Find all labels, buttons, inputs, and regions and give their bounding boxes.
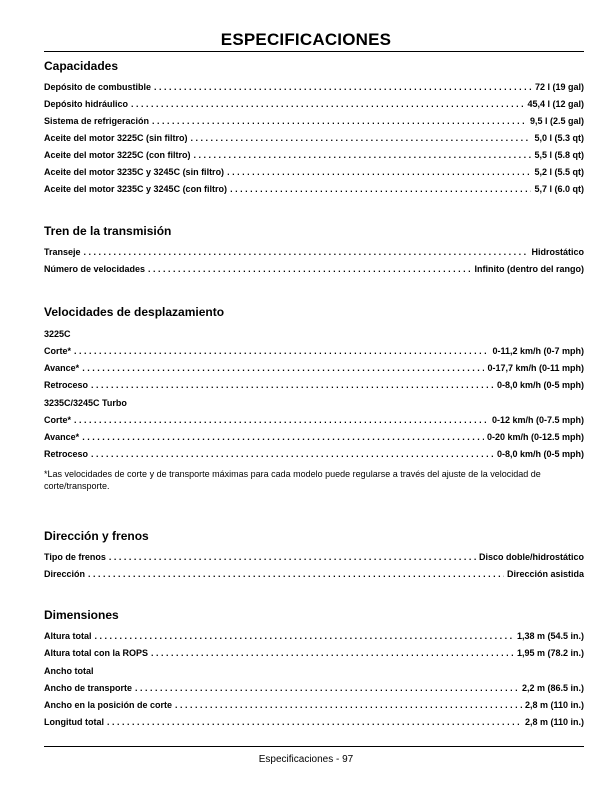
dot-leader bbox=[194, 147, 532, 164]
spec-value: 0-17,7 km/h (0-11 mph) bbox=[487, 363, 584, 373]
spec-value: Dirección asistida bbox=[506, 569, 584, 579]
spec-label: Altura total bbox=[44, 631, 92, 641]
spec-label: Depósito de combustible bbox=[44, 82, 152, 92]
dot-leader bbox=[91, 446, 494, 463]
spec-row bbox=[44, 714, 584, 731]
model-subheading: 3225C bbox=[44, 329, 71, 339]
spec-label: Sistema de refrigeración bbox=[44, 116, 150, 126]
dot-leader bbox=[227, 164, 531, 181]
spec-value: 5,5 l (5.8 qt) bbox=[534, 150, 584, 160]
spec-row bbox=[44, 113, 584, 130]
section-heading: Tren de la transmisión bbox=[44, 224, 172, 238]
dot-leader bbox=[151, 645, 514, 662]
spec-value: 5,0 l (5.3 qt) bbox=[534, 133, 584, 143]
spec-list bbox=[44, 549, 584, 583]
dot-leader bbox=[154, 79, 532, 96]
spec-label: Transeje bbox=[44, 247, 81, 257]
spec-label: Tipo de frenos bbox=[44, 552, 106, 562]
section-heading: Capacidades bbox=[44, 59, 119, 73]
dot-leader bbox=[74, 343, 489, 360]
section-dimensiones bbox=[44, 607, 584, 731]
spec-label: Altura total con la ROPS bbox=[44, 648, 149, 658]
section-heading: Dirección y frenos bbox=[44, 529, 149, 543]
spec-label: Número de velocidades bbox=[44, 264, 146, 274]
dot-leader bbox=[152, 113, 527, 130]
spec-row bbox=[44, 130, 584, 147]
dot-leader bbox=[230, 181, 531, 198]
dot-leader bbox=[148, 261, 471, 278]
spec-row bbox=[44, 377, 584, 394]
spec-value: 5,2 l (5.5 qt) bbox=[534, 167, 584, 177]
spec-label: Avance* bbox=[44, 363, 80, 373]
spec-row bbox=[44, 147, 584, 164]
spec-value: 2,8 m (110 in.) bbox=[524, 700, 584, 710]
dimension-subheading: Ancho total bbox=[44, 666, 94, 676]
spec-label: Aceite del motor 3225C (con filtro) bbox=[44, 150, 191, 160]
spec-label: Longitud total bbox=[44, 717, 104, 727]
spec-value: 0-12 km/h (0-7.5 mph) bbox=[491, 415, 584, 425]
spec-row bbox=[44, 697, 584, 714]
model-subheading: 3235C/3245C Turbo bbox=[44, 398, 127, 408]
dot-leader bbox=[95, 628, 514, 645]
spec-row bbox=[44, 261, 584, 278]
spec-row bbox=[44, 343, 584, 360]
spec-label: Corte* bbox=[44, 415, 72, 425]
spec-list bbox=[44, 343, 584, 394]
spec-value: 1,95 m (78.2 in.) bbox=[516, 648, 584, 658]
dot-leader bbox=[109, 549, 476, 566]
spec-list bbox=[44, 79, 584, 198]
spec-list bbox=[44, 680, 584, 731]
spec-value: 5,7 l (6.0 qt) bbox=[534, 184, 584, 194]
dot-leader bbox=[131, 96, 524, 113]
spec-row bbox=[44, 566, 584, 583]
spec-value: 9,5 l (2.5 gal) bbox=[529, 116, 584, 126]
title-rule bbox=[44, 51, 584, 52]
spec-row bbox=[44, 360, 584, 377]
spec-label: Aceite del motor 3225C (sin filtro) bbox=[44, 133, 188, 143]
spec-list bbox=[44, 244, 584, 278]
spec-row bbox=[44, 429, 584, 446]
dot-leader bbox=[135, 680, 519, 697]
section-heading: Velocidades de desplazamiento bbox=[44, 305, 225, 319]
spec-row bbox=[44, 628, 584, 645]
spec-label: Dirección bbox=[44, 569, 86, 579]
spec-label: Avance* bbox=[44, 432, 80, 442]
speed-note: *Las velocidades de corte y de transporte máximas para cada modelo puede regularse a través del ajuste de la velocidad de corte/transporte. bbox=[44, 469, 541, 491]
section-transmision bbox=[44, 223, 584, 278]
spec-value: Disco doble/hidrostático bbox=[478, 552, 584, 562]
page-title: ESPECIFICACIONES bbox=[220, 30, 392, 49]
spec-label: Aceite del motor 3235C y 3245C (sin filtro) bbox=[44, 167, 225, 177]
spec-row bbox=[44, 412, 584, 429]
spec-value: 45,4 l (12 gal) bbox=[527, 99, 584, 109]
spec-label: Retroceso bbox=[44, 449, 89, 459]
spec-row bbox=[44, 446, 584, 463]
spec-value: 0-8,0 km/h (0-5 mph) bbox=[496, 449, 584, 459]
dot-leader bbox=[107, 714, 522, 731]
footer-rule bbox=[44, 746, 584, 747]
spec-row bbox=[44, 645, 584, 662]
spec-label: Retroceso bbox=[44, 380, 89, 390]
spec-value: Infinito (dentro del rango) bbox=[474, 264, 584, 274]
spec-value: 0-20 km/h (0-12.5 mph) bbox=[486, 432, 584, 442]
spec-row bbox=[44, 244, 584, 261]
spec-row bbox=[44, 96, 584, 113]
section-velocidades bbox=[44, 304, 584, 492]
spec-value: 72 l (19 gal) bbox=[534, 82, 584, 92]
dot-leader bbox=[84, 244, 529, 261]
spec-list bbox=[44, 412, 584, 463]
section-direccion bbox=[44, 528, 584, 583]
spec-row bbox=[44, 79, 584, 96]
spec-row bbox=[44, 549, 584, 566]
page-footer: Especificaciones - 97 bbox=[258, 754, 354, 765]
dot-leader bbox=[191, 130, 532, 147]
spec-label: Corte* bbox=[44, 346, 72, 356]
spec-label: Ancho de transporte bbox=[44, 683, 133, 693]
spec-label: Depósito hidráulico bbox=[44, 99, 129, 109]
spec-row bbox=[44, 181, 584, 198]
dot-leader bbox=[82, 429, 484, 446]
spec-list bbox=[44, 628, 584, 662]
dot-leader bbox=[74, 412, 489, 429]
dot-leader bbox=[82, 360, 484, 377]
spec-row bbox=[44, 680, 584, 697]
dot-leader bbox=[88, 566, 504, 583]
dot-leader bbox=[175, 697, 522, 714]
spec-row bbox=[44, 164, 584, 181]
dot-leader bbox=[91, 377, 494, 394]
spec-label: Ancho en la posición de corte bbox=[44, 700, 173, 710]
spec-value: 0-8,0 km/h (0-5 mph) bbox=[496, 380, 584, 390]
spec-value: Hidrostático bbox=[531, 247, 584, 257]
spec-label: Aceite del motor 3235C y 3245C (con filtro) bbox=[44, 184, 228, 194]
spec-value: 2,2 m (86.5 in.) bbox=[521, 683, 584, 693]
spec-value: 1,38 m (54.5 in.) bbox=[516, 631, 584, 641]
section-capacidades bbox=[44, 58, 584, 198]
spec-value: 2,8 m (110 in.) bbox=[524, 717, 584, 727]
section-heading: Dimensiones bbox=[44, 608, 119, 622]
spec-value: 0-11,2 km/h (0-7 mph) bbox=[492, 346, 584, 356]
